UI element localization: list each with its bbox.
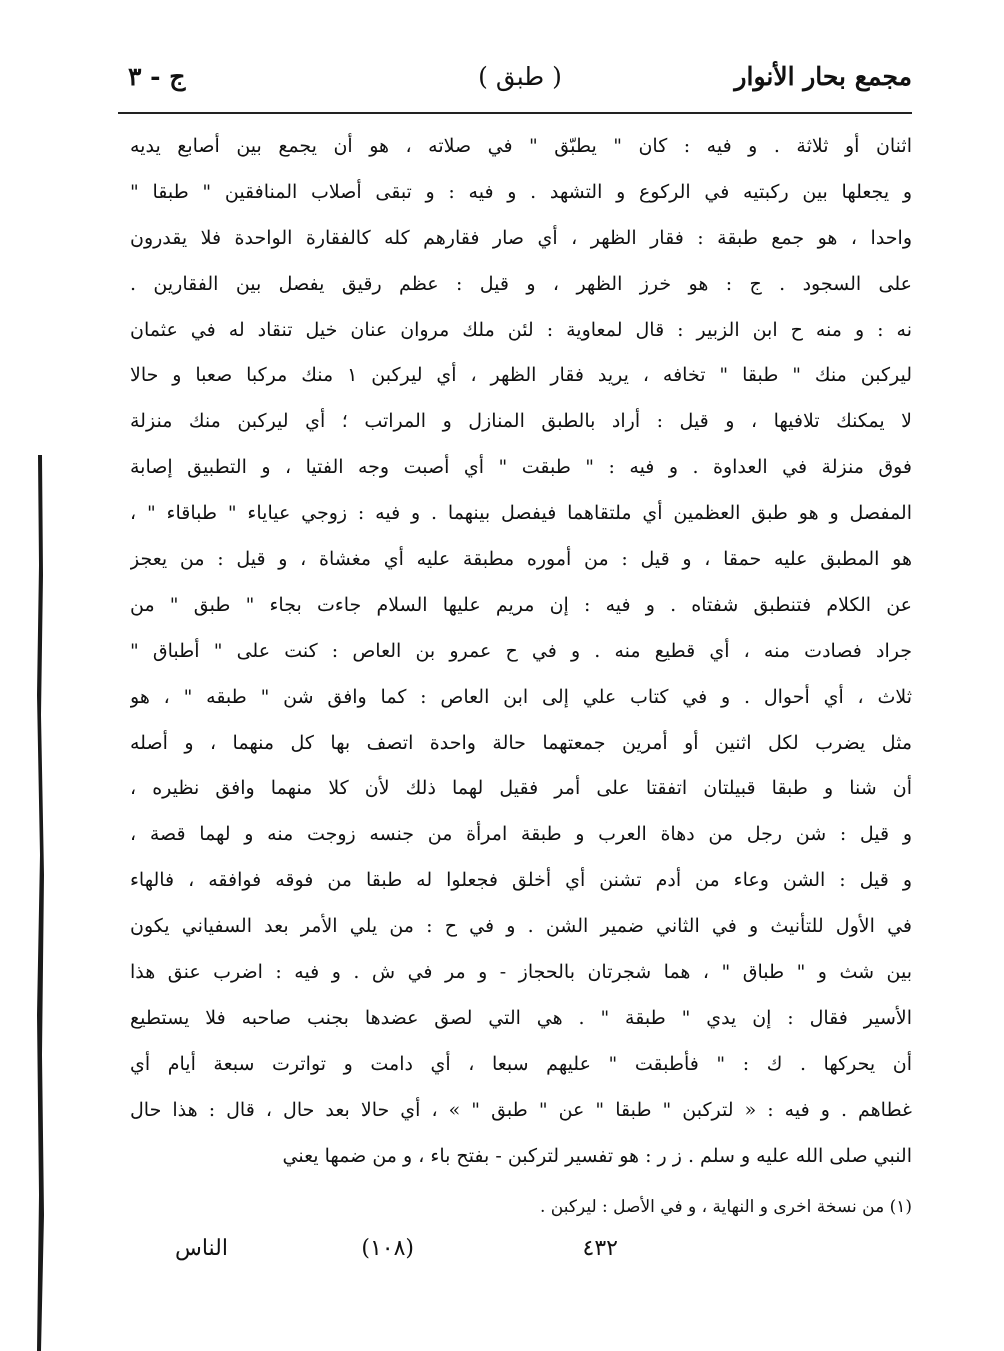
text-line: في الأول للتأنيث و في الثاني ضمير الشن . و في ح : من يلي الأمر بعد السفياني يكون <box>130 915 912 938</box>
page-number: ٤٣٢ <box>582 1236 618 1261</box>
text-line: فوق منزلة في العداوة . و فيه : " طبقت " أي أصبت وجه الفتيا ، و التطبيق إصابة <box>130 456 912 479</box>
text-line: أن يحركها . ك : " فأطبقت " عليهم سبعا ، أي دامت و تواترت سبعة أيام أي <box>130 1052 912 1075</box>
section-number: (١٠٨) <box>361 1236 414 1261</box>
text-line: لا يمكنك تلافيها ، و قيل : أراد بالطبق المنازل و المراتب ؛ أي ليركبن منك منزلة <box>130 410 912 433</box>
volume-label: ج - ٣ <box>128 62 186 91</box>
body-text <box>130 124 912 1179</box>
text-line: جراد فصادت منه ، أي قطيع منه . و في ح عمرو بن العاص : كنت على " أطباق " <box>130 639 912 662</box>
text-line: نه : و منه ح ابن الزبير : قال لمعاوية : لئن ملك مروان عنان خيل تنقاد له في عثمان <box>130 318 912 341</box>
text-line: و يجعلها بين ركبتيه في الركوع و التشهد . و فيه : و تبقى أصلاب المنافقين " طبقا " <box>130 180 912 203</box>
text-line: الأسير فقال : إن يدي " طبقة " . هي التي لصق عضدها بجنب صاحبه فلا يستطيع <box>130 1006 912 1029</box>
text-line: و قيل : الشن وعاء من أدم تشنن أي أخلق فجعلوا له طبقا من فوقه فوافقه ، فالهاء <box>130 869 912 892</box>
text-line: النبي صلى الله عليه و سلم . ز ر : هو تفسير لتركبن - بفتح باء ، و من ضمها يعني <box>282 1144 912 1167</box>
text-line: بين شث و " طباق " ، هما شجرتان بالحجاز - و مر في ش . و فيه : اضرب عنق هذا <box>130 961 912 984</box>
text-line: ليركبن منك " طبقا " تخافه ، يريد فقار الظهر ، أي ليركبن ١ منك مركبا صعبا و حالا <box>130 364 912 387</box>
text-line: واحدا ، هو جمع طبقة : فقار الظهر ، أي صار فقارهم كله كالفقارة الواحدة فلا يقدرون <box>130 226 912 249</box>
book-title: مجمع بحار الأنوار <box>734 62 912 91</box>
headword: ( طبق ) <box>478 62 562 91</box>
page-footer <box>130 1236 912 1276</box>
text-line: على السجود . ج : هو خرز الظهر ، و قيل : عظم رقيق يفصل بين الفقارين . <box>130 272 912 295</box>
text-line: مثل يضرب لكل اثنين أو أمرين جمعتهما حالة واحدة اتصف بها كل منهما ، و أصله <box>130 731 912 754</box>
header-rule <box>118 112 912 114</box>
text-line: عن الكلام فتنطبق شفتاه . و فيه : إن مريم عليها السلام جاءت بجاء " طبق " من <box>130 593 912 616</box>
text-line: هو المطبق عليه حمقا ، و قيل : من أموره مطبقة عليه أي مغشاة ، و قيل : من يعجز <box>130 548 912 571</box>
running-header <box>128 62 912 102</box>
text-line: غطاهم . و فيه : « لتركبن " طبقا " عن " طبق " » ، أي حالا بعد حال ، قال : هذا حال <box>130 1098 912 1121</box>
text-line: و قيل : شن رجل من دهاة العرب و طبقة امرأة من جنسه زوجت منه و لهما قصة ، <box>130 823 912 846</box>
text-line: ثلاث ، أي أحوال . و في كتاب علي إلى ابن العاص : كما وافق شن " طبقه " ، هو <box>130 685 912 708</box>
signature-word: الناس <box>174 1236 228 1261</box>
text-line: أن شنا و طبقا قبيلتان اتفقتا على أمر فقيل لهما ذلك لأن كلا منهما وافق نظيره ، <box>130 777 912 800</box>
text-line: اثنان أو ثلاثة . و فيه : كان " يطبّق " في صلاته ، هو أن يجمع بين أصابع يديه <box>130 135 912 157</box>
scan-edge-mark <box>32 455 50 1351</box>
footnote: (١) من نسخة اخرى و النهاية ، و في الأصل : ليركبن . <box>539 1197 912 1217</box>
text-line: المفصل و هو طبق العظمين أي ملتقاهما فيفصل بينهما . و فيه : زوجي عياياء " طباقاء " ، <box>130 502 912 525</box>
